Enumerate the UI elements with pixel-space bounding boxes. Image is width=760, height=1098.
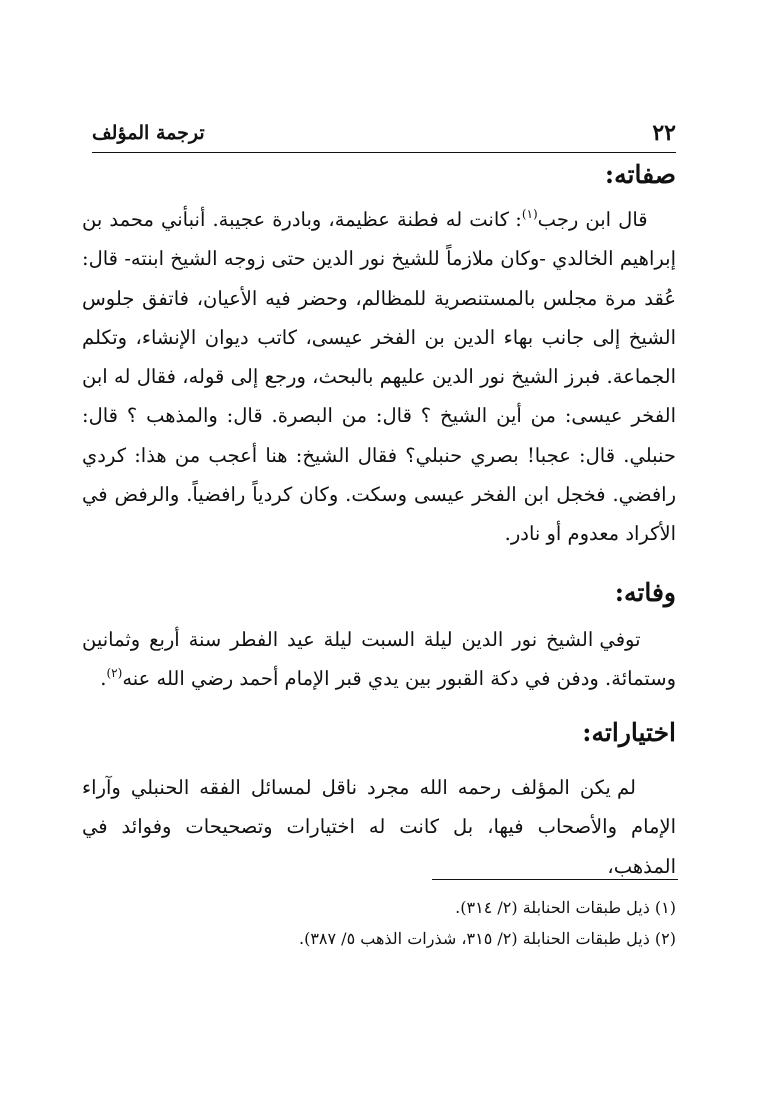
footnote-1: (١) ذيل طبقات الحنابلة (٢/ ٣١٤).: [455, 898, 676, 917]
paragraph-choices: [82, 768, 676, 886]
footnote-2: (٢) ذيل طبقات الحنابلة (٢/ ٣١٥، شذرات الذهب ٥/ ٣٨٧).: [298, 929, 676, 948]
page-number: ٢٢: [652, 120, 676, 146]
section-heading-choices: اختياراته:: [582, 718, 676, 747]
footnote-ref: (٢): [106, 666, 123, 681]
paragraph-text: : كانت له فطنة عظيمة، وبادرة عجيبة. أنبأني محمد بن إبراهيم الخالدي -وكان ملازماً للشيخ نور الدين حتى زوجه الشيخ ابنته- قال: عُقد مرة مجلس بالمستنصرية للمظالم، وحضر فيه الأعيان، فاتفق جلوس الشيخ إلى جانب بهاء الدين بن الفخر عيسى، كاتب ديوان الإنشاء، وتكلم الجماعة. فبرز الشيخ نور الدين عليهم بالبحث، ورجع إلى قوله، فقال له ابن الفخر عيسى: من أين الشيخ ؟ قال: من البصرة. قال: والمذهب ؟ قال: حنبلي. قال: عجبا! بصري حنبلي؟ فقال الشيخ: هنا أعجب من هذا: كردي رافضي. فخجل ابن الفخر عيسى وسكت. وكان كردياً رافضياً. والرفض في الأكراد معدوم أو نادر.: [82, 208, 676, 546]
page-header: [92, 118, 676, 153]
paragraph-traits: [82, 200, 676, 554]
footnote-ref: (١): [521, 207, 538, 221]
paragraph-text: قال ابن رجب: [537, 208, 648, 231]
paragraph-text: .: [100, 667, 107, 691]
running-title: ترجمة المؤلف: [92, 122, 205, 144]
section-heading-death: وفاته:: [614, 578, 676, 607]
paragraph-death: [82, 620, 676, 699]
paragraph-text: لم يكن المؤلف رحمه الله مجرد ناقل لمسائل الفقه الحنبلي وآراء الإمام والأصحاب فيها، بل كانت له اختيارات وتصحيحات وفوائد في المذهب،: [82, 776, 676, 878]
footnote-divider: [432, 879, 678, 880]
section-heading-traits: صفاته:: [604, 160, 676, 189]
footnotes: [82, 892, 676, 954]
paragraph-text: توفي الشيخ نور الدين ليلة السبت ليلة عيد الفطر سنة أربع وثمانين وستمائة. ودفن في دكة القبور بين يدي قبر الإمام أحمد رضي الله عنه: [82, 628, 676, 691]
